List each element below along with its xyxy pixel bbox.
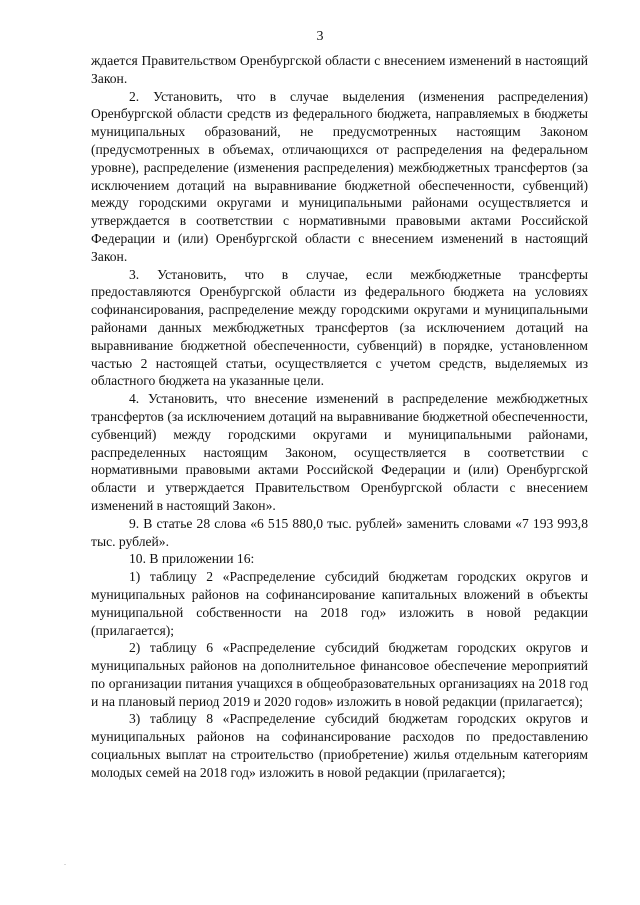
paragraph-item-2: 2. Установить, что в случае выделения (изменения распределения) Оренбургской области средств из федерального бюджета, направляемых в бюджеты муниципальных образований, не предусмотренных настоящим Законом (предусмотренных в объемах, отличающихся от распределения на федеральном уровне), распределение (изменения распределения) межбюджетных трансфертов (за исключением дотаций на выравнивание бюджетной обеспеченности, субвенций) между городскими округами и муниципальными районами осуществляется и утверждается в соответствии с нормативными правовыми актами Российской Федерации и (или) Оренбургской области с внесением изменений в настоящий Закон. xyxy=(91,88,588,264)
paragraph-item-3: 3. Установить, что в случае, если межбюджетные трансферты предоставляются Оренбургской области из федерального бюджета на условиях софинансирования, распределение между городскими округами и муниципальными районами данных межбюджетных трансфертов (за исключением дотаций на выравнивание бюджетной обеспеченности, субвенций) в порядке, установленном частью 2 настоящей статьи, осуществляется с учетом средств, выделяемых из областного бюджета на указанные цели. xyxy=(91,266,588,389)
scan-mark: . xyxy=(64,858,66,867)
paragraph-item-9: 9. В статье 28 слова «6 515 880,0 тыс. рублей» заменить словами «7 193 993,8 тыс. рублей». xyxy=(91,515,588,549)
page-number: 3 xyxy=(316,29,324,44)
paragraph-item-10: 10. В приложении 16: xyxy=(129,551,255,567)
paragraph-subitem-1: 1) таблицу 2 «Распределение субсидий бюджетам городских округов и муниципальных районов на софинансирование капитальных вложений в объекты муниципальной собственности на 2018 год» изложить в новой редакции (прилагается); xyxy=(91,569,588,638)
paragraph-continuation: ждается Правительством Оренбургской области с внесением изменений в настоящий Закон. xyxy=(91,53,588,86)
paragraph-item-4: 4. Установить, что внесение изменений в распределение межбюджетных трансфертов (за исключением дотаций на выравнивание бюджетной обеспеченности, субвенций) между городскими округами и муниципальными районами, распределенных настоящим Законом, осуществляется в соответствии с нормативными правовыми актами Российской Федерации и (или) Оренбургской области и утверждается Правительством Оренбургской области с внесением изменений в настоящий Закон». xyxy=(91,391,588,513)
document-body xyxy=(91,52,588,782)
paragraph-subitem-2: 2) таблицу 6 «Распределение субсидий бюджетам городских округов и муниципальных районов на дополнительное финансовое обеспечение мероприятий по организации питания учащихся в общеобразовательных организациях на 2018 год и на плановый период 2019 и 2020 годов» изложить в новой редакции (прилагается); xyxy=(91,640,588,709)
paragraph-subitem-3: 3) таблицу 8 «Распределение субсидий бюджетам городских округов и муниципальных районов на софинансирование расходов по предоставлению социальных выплат на строительство (приобретение) жилья отдельным категориям молодых семей на 2018 год» изложить в новой редакции (прилагается); xyxy=(91,711,588,780)
